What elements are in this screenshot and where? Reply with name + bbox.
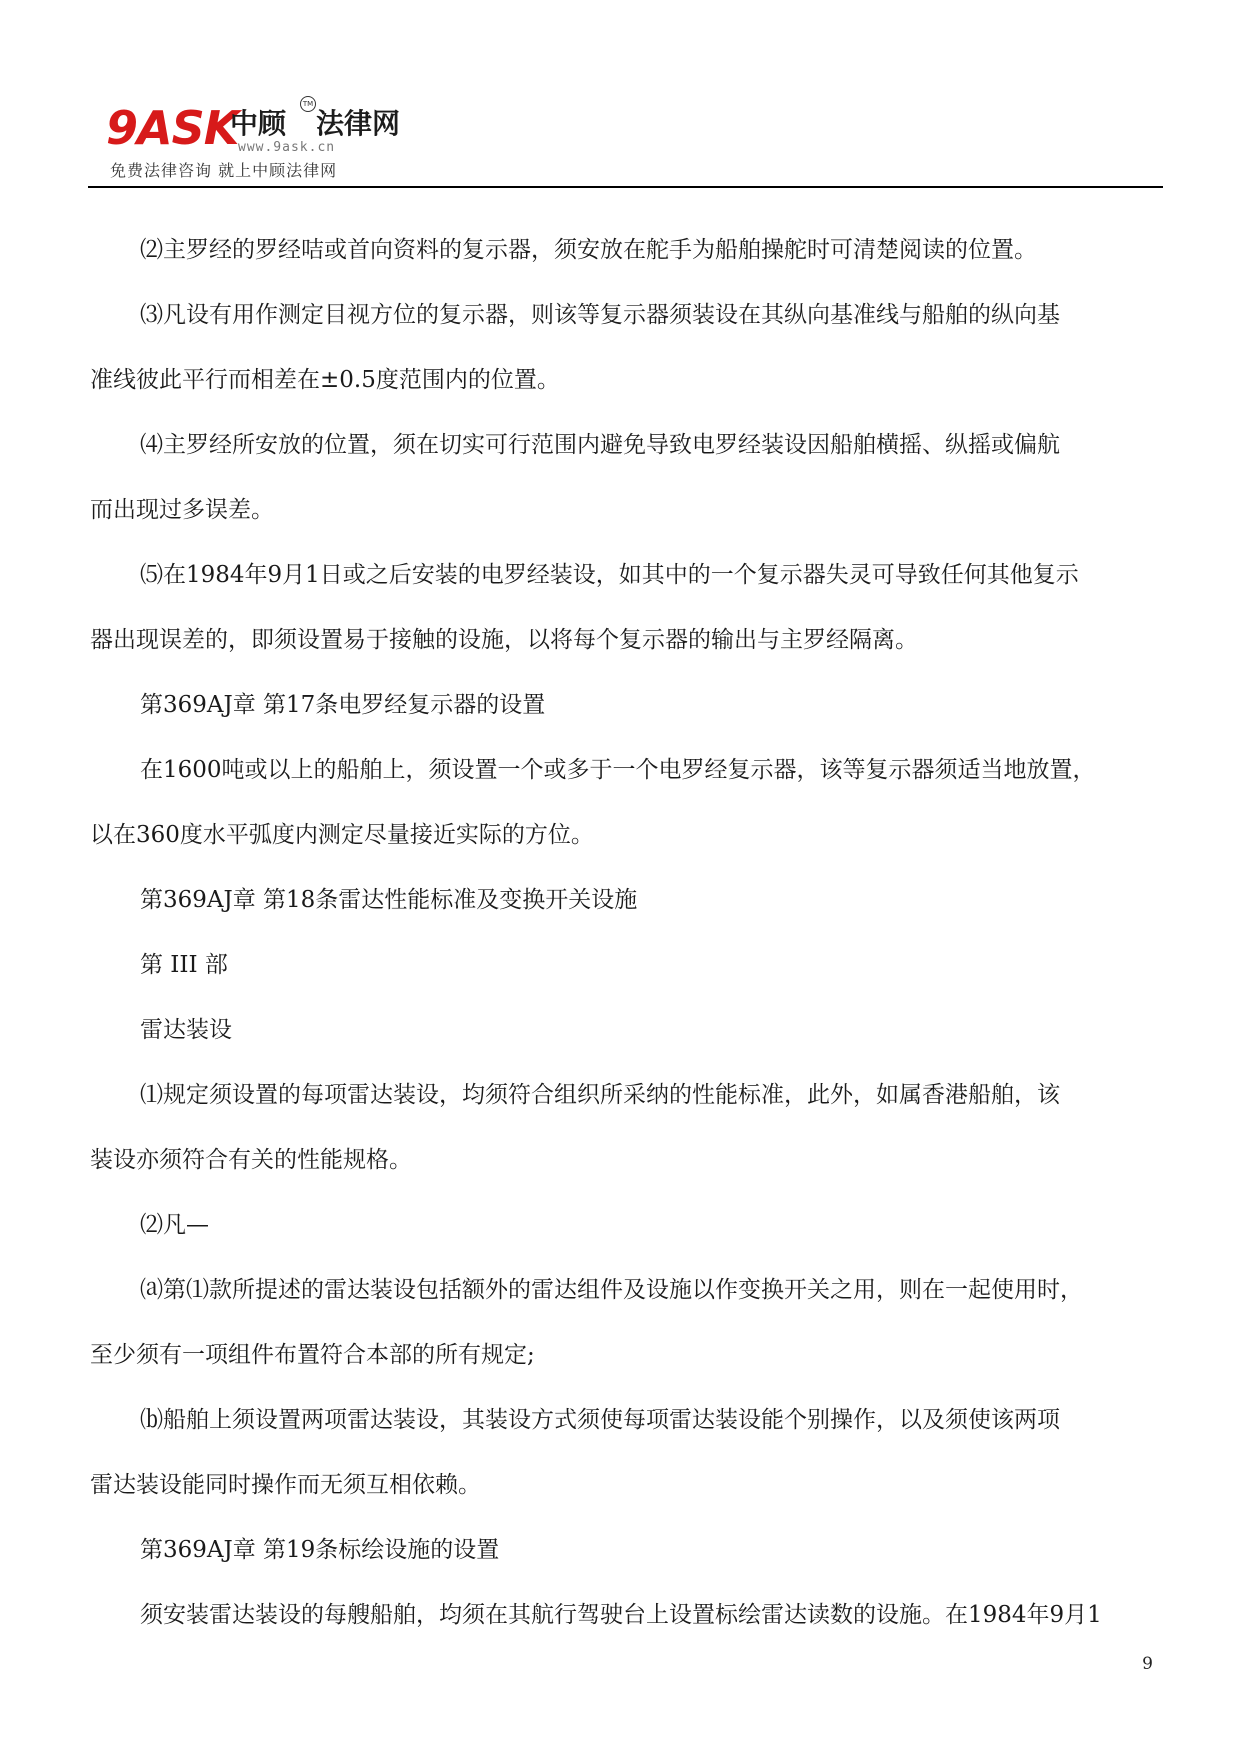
logo-text-zhonggu: 中顾: [230, 107, 287, 140]
text-line: ⑴规定须设置的每项雷达装设，均须符合组织所采纳的性能标准，此外，如属香港船舶，该: [140, 1082, 1060, 1108]
text-line: 装设亦须符合有关的性能规格。: [90, 1147, 412, 1173]
logo-text-falvwang: 法律网: [316, 107, 401, 140]
document-body: [90, 218, 1162, 1648]
text-line: 第 III 部: [140, 952, 228, 978]
trademark-icon: TM: [300, 96, 316, 112]
logo-mark: 9ASK: [106, 101, 239, 155]
text-line: 至少须有一项组件布置符合本部的所有规定;: [90, 1342, 535, 1368]
text-line: ⑵主罗经的罗经咭或首向资料的复示器，须安放在舵手为船舶操舵时可清楚阅读的位置。: [140, 237, 1037, 263]
text-line: 准线彼此平行而相差在±0.5度范围内的位置。: [90, 367, 560, 393]
header-divider: [88, 186, 1163, 188]
text-line: 须安装雷达装设的每艘船舶，均须在其航行驾驶台上设置标绘雷达读数的设施。在1984年9月1: [140, 1602, 1102, 1628]
logo-url: www.9ask.cn: [238, 140, 336, 155]
text-line: ⒝船舶上须设置两项雷达装设，其装设方式须使每项雷达装设能个别操作，以及须使该两项: [140, 1407, 1060, 1433]
text-line: ⑵凡—: [140, 1212, 209, 1238]
text-line: 器出现误差的，即须设置易于接触的设施，以将每个复示器的输出与主罗经隔离。: [90, 627, 918, 653]
text-line: 雷达装设: [140, 1017, 232, 1043]
text-line: 雷达装设能同时操作而无须互相依赖。: [90, 1472, 481, 1498]
text-line: ⒜第⑴款所提述的雷达装设包括额外的雷达组件及设施以作变换开关之用，则在一起使用时，: [140, 1277, 1083, 1303]
text-line: 而出现过多误差。: [90, 497, 274, 523]
text-line: ⑸在1984年9月1日或之后安装的电罗经装设，如其中的一个复示器失灵可导致任何其他复示: [140, 562, 1079, 588]
header-slogan: 免费法律咨询 就上中顾法律网: [110, 161, 338, 180]
text-line: 以在360度水平弧度内测定尽量接近实际的方位。: [90, 822, 594, 848]
header: [88, 92, 1163, 188]
text-line: 在1600吨或以上的船舶上，须设置一个或多于一个电罗经复示器，该等复示器须适当地放置，: [140, 757, 1096, 783]
text-line: ⑶凡设有用作测定目视方位的复示器，则该等复示器须装设在其纵向基准线与船舶的纵向基: [140, 302, 1060, 328]
text-line: 第369AJ章 第17条电罗经复示器的设置: [140, 692, 546, 718]
text-line: 第369AJ章 第18条雷达性能标准及变换开关设施: [140, 887, 638, 913]
text-line: 第369AJ章 第19条标绘设施的设置: [140, 1537, 500, 1563]
page-number: 9: [1142, 1654, 1153, 1674]
text-line: ⑷主罗经所安放的位置，须在切实可行范围内避免导致电罗经装设因船舶横摇、纵摇或偏航: [140, 432, 1060, 458]
